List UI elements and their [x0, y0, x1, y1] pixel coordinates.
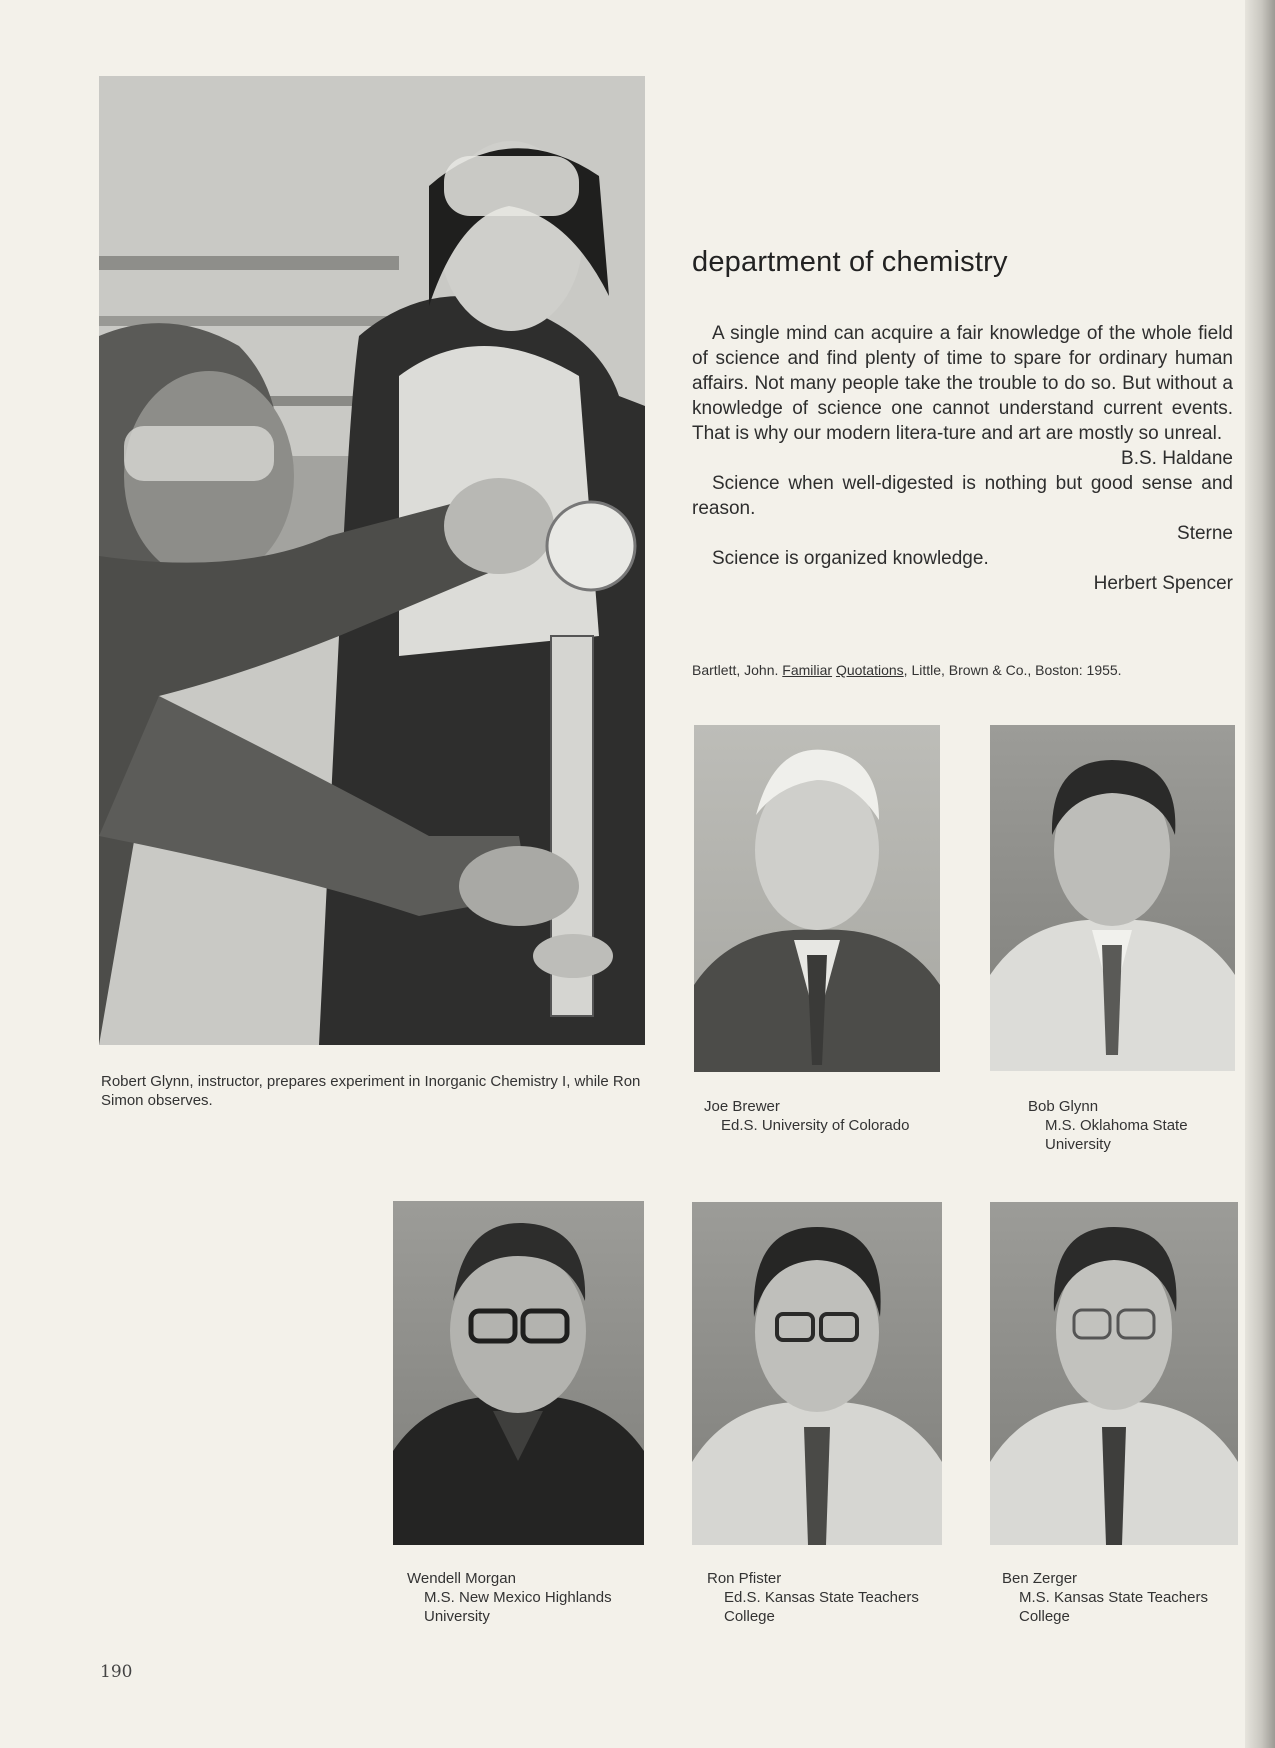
- citation: [692, 662, 1122, 678]
- lab-photo-caption-text: Robert Glynn, instructor, prepares experiment in Inorganic Chemistry I, while Ron Simon observes.: [101, 1073, 641, 1109]
- quote-author: Herbert Spencer: [1093, 573, 1233, 594]
- faculty-portrait: [393, 1201, 644, 1545]
- lab-photo-caption: [101, 1072, 661, 1110]
- faculty-credential: Ed.S. University of Colorado: [721, 1117, 910, 1134]
- quotations-block: [692, 321, 1233, 596]
- faculty-caption: [407, 1569, 657, 1626]
- faculty-credential: M.S. Kansas State Teachers: [1019, 1589, 1208, 1606]
- citation-suffix: , Little, Brown & Co., Boston: 1955.: [903, 662, 1122, 678]
- portrait-illustration: [990, 1202, 1238, 1545]
- faculty-credential: College: [1019, 1608, 1070, 1625]
- faculty-portrait: [990, 725, 1235, 1071]
- citation-title-word: Quotations: [835, 662, 904, 678]
- citation-title-word: Familiar: [782, 662, 833, 678]
- faculty-credential: Ed.S. Kansas State Teachers: [724, 1589, 919, 1606]
- faculty-credential: University: [424, 1608, 490, 1625]
- quote-text: A single mind can acquire a fair knowledge of the whole field of science and find plenty of time to spare for ordinary human affairs. Not many people take the trouble to do so. But without a knowledge of science one cannot understand current events. That is why our modern litera-ture and art are mostly so unreal.: [692, 323, 1233, 444]
- faculty-caption: [1028, 1097, 1248, 1154]
- citation-prefix: Bartlett, John.: [692, 662, 783, 678]
- faculty-name: Bob Glynn: [1028, 1098, 1099, 1115]
- faculty-credential: M.S. Oklahoma State: [1045, 1117, 1188, 1134]
- faculty-name: Ron Pfister: [707, 1570, 782, 1587]
- faculty-name: Joe Brewer: [704, 1098, 780, 1115]
- faculty-portrait: [694, 725, 940, 1072]
- faculty-portrait: [990, 1202, 1238, 1545]
- faculty-portrait: [692, 1202, 942, 1545]
- quote-text: Science is organized knowledge.: [712, 548, 989, 569]
- portrait-illustration: [692, 1202, 942, 1545]
- faculty-credential: University: [1045, 1136, 1111, 1153]
- lab-photo: [99, 76, 645, 1045]
- page-number: 190: [100, 1662, 133, 1682]
- page-spine-shadow: [1245, 0, 1275, 1748]
- portrait-illustration: [990, 725, 1235, 1071]
- portrait-illustration: [393, 1201, 644, 1545]
- lab-photo-illustration: [99, 76, 645, 1045]
- quote-author: B.S. Haldane: [1121, 448, 1233, 469]
- faculty-name: Ben Zerger: [1002, 1570, 1078, 1587]
- quote-text: Science when well-digested is nothing but good sense and reason.: [692, 473, 1233, 519]
- portrait-illustration: [694, 725, 940, 1072]
- faculty-credential: College: [724, 1608, 775, 1625]
- quote-author: Sterne: [1177, 523, 1233, 544]
- faculty-caption: [707, 1569, 957, 1626]
- faculty-caption: [704, 1097, 954, 1135]
- faculty-caption: [1002, 1569, 1242, 1626]
- page-title: department of chemistry: [692, 246, 1008, 278]
- faculty-credential: M.S. New Mexico Highlands: [424, 1589, 612, 1606]
- faculty-name: Wendell Morgan: [407, 1570, 516, 1587]
